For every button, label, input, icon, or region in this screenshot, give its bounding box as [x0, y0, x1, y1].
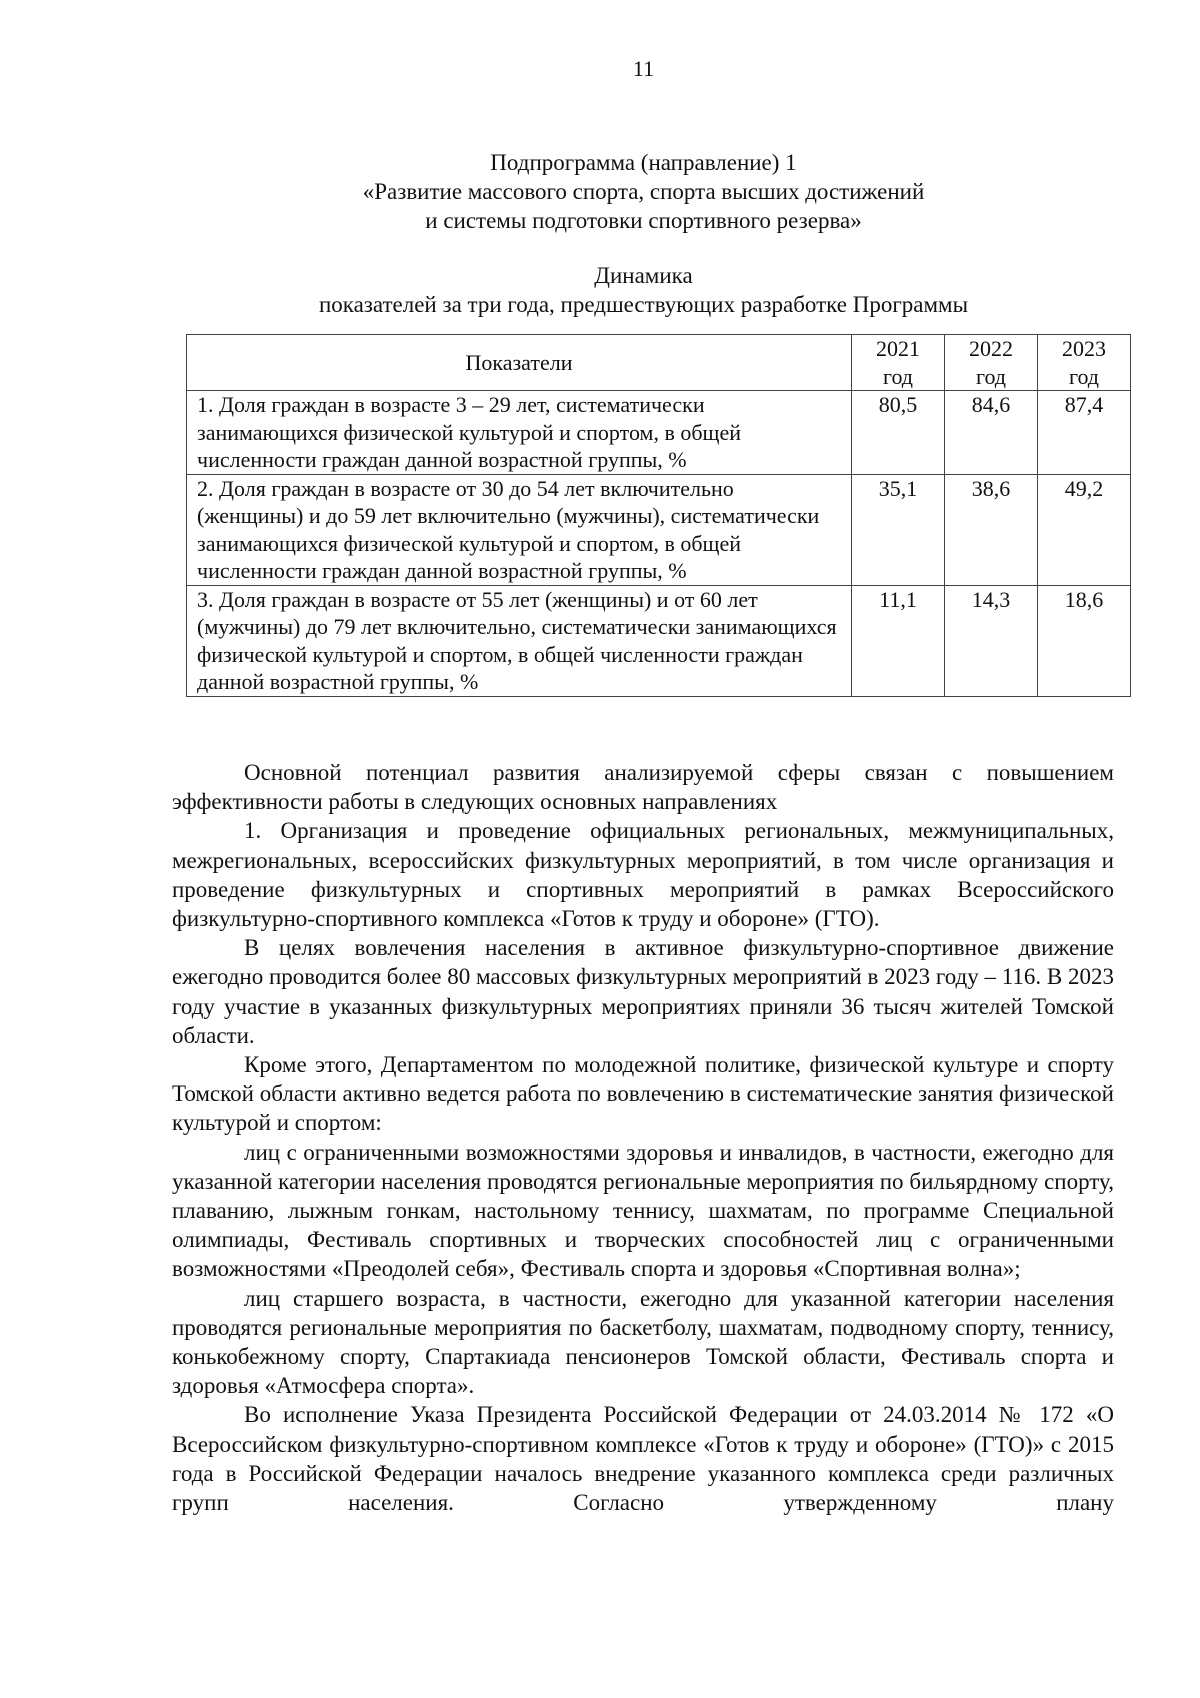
indicator-value: 11,1 [852, 585, 945, 696]
paragraph: лиц старшего возраста, в частности, ежегодно для указанной категории населения проводятся региональные мероприятия по баскетболу, шахматам, подводному спорту, теннису, конькобежному спорту, Спартакиада пенсионеров Томской области, Фестиваль спорта и здоровья «Атмосфера спорта». [172, 1285, 1114, 1399]
subprogram-heading [0, 148, 1200, 235]
table-row [187, 391, 1131, 475]
paragraph: Во исполнение Указа Президента Российской Федерации от 24.03.2014 № 172 «О Всероссийском физкультурно-спортивном комплексе «Готов к труду и обороне» (ГТО)» с 2015 года в Российской Федерации началось внедрение указанного комплекса среди различных групп населения. Согласно утвержденному плану [172, 1402, 1114, 1516]
indicator-value: 14,3 [945, 585, 1038, 696]
header-year-2021 [852, 335, 945, 391]
header-indicators: Показатели [187, 335, 852, 391]
header-year-2023 [1038, 335, 1131, 391]
paragraph: лиц с ограниченными возможностями здоровья и инвалидов, в частности, ежегодно для указанной категории населения проводятся региональные мероприятия по бильярдному спорту, плаванию, лыжным гонкам, настольному теннису, шахматам, по программе Специальной олимпиады, Фестиваль спортивных и творческих способностей лиц с ограниченными возможностями «Преодолей себя», Фестиваль спорта и здоровья «Спортивная волна»; [172, 1139, 1114, 1282]
table-header-row [187, 335, 1131, 391]
subprogram-name-line: и системы подготовки спортивного резерва» [425, 208, 862, 233]
header-year-2022 [945, 335, 1038, 391]
indicators-table [186, 334, 1131, 697]
paragraph: Основной потенциал развития анализируемой сферы связан с повышением эффективности работы в следующих основных направлениях [172, 760, 1114, 815]
subprogram-name-line: «Развитие массового спорта, спорта высших достижений [362, 179, 925, 204]
table-row [187, 474, 1131, 585]
indicator-label: 1. Доля граждан в возрасте 3 – 29 лет, систематически занимающихся физической культурой и спортом, в общей численности граждан данной возрастной группы, % [187, 391, 852, 475]
header-year-unit: год [882, 363, 914, 389]
paragraph: Кроме этого, Департаментом по молодежной политике, физической культуре и спорту Томской области активно ведется работа по вовлечению в систематические занятия физической культурой и спортом: [172, 1052, 1114, 1136]
indicator-label: 3. Доля граждан в возрасте от 55 лет (женщины) и от 60 лет (мужчины) до 79 лет включительно, систематически занимающихся физической культурой и спортом, в общей численности граждан данной возрастной группы, % [187, 585, 852, 696]
table-row [187, 585, 1131, 696]
indicator-value: 80,5 [852, 391, 945, 475]
header-year-unit: год [1068, 363, 1100, 389]
subprogram-title: Подпрограмма (направление) 1 [490, 150, 797, 175]
page-number: 11 [632, 56, 655, 81]
dynamics-subtitle: показателей за три года, предшествующих разработке Программы [318, 292, 969, 317]
paragraph: В целях вовлечения населения в активное физкультурно-спортивное движение ежегодно проводится более 80 массовых физкультурных мероприятий в 2023 году – 116. В 2023 году участие в указанных физкультурных мероприятиях приняли 36 тысяч жителей Томской области. [172, 935, 1114, 1048]
header-year: 2021 [876, 336, 920, 361]
dynamics-heading [0, 261, 1200, 319]
indicator-value: 38,6 [945, 474, 1038, 585]
header-year-unit: год [975, 363, 1007, 389]
indicator-label: 2. Доля граждан в возрасте от 30 до 54 лет включительно (женщины) и до 59 лет включительно (мужчины), систематически занимающихся физической культурой и спортом, в общей численности граждан данной возрастной группы, % [187, 474, 852, 585]
indicator-value: 49,2 [1038, 474, 1131, 585]
indicator-value: 87,4 [1038, 391, 1131, 475]
indicator-value: 18,6 [1038, 585, 1131, 696]
body-text [172, 758, 1114, 1517]
dynamics-title: Динамика [594, 263, 693, 288]
paragraph: 1. Организация и проведение официальных региональных, межмуниципальных, межрегиональных, всероссийских физкультурных мероприятий, в том числе организация и проведение физкультурных и спортивных мероприятий в рамках Всероссийского физкультурно-спортивного комплекса «Готов к труду и обороне» (ГТО). [172, 818, 1114, 932]
header-year: 2022 [969, 336, 1013, 361]
header-year: 2023 [1062, 336, 1106, 361]
indicator-value: 35,1 [852, 474, 945, 585]
indicator-value: 84,6 [945, 391, 1038, 475]
